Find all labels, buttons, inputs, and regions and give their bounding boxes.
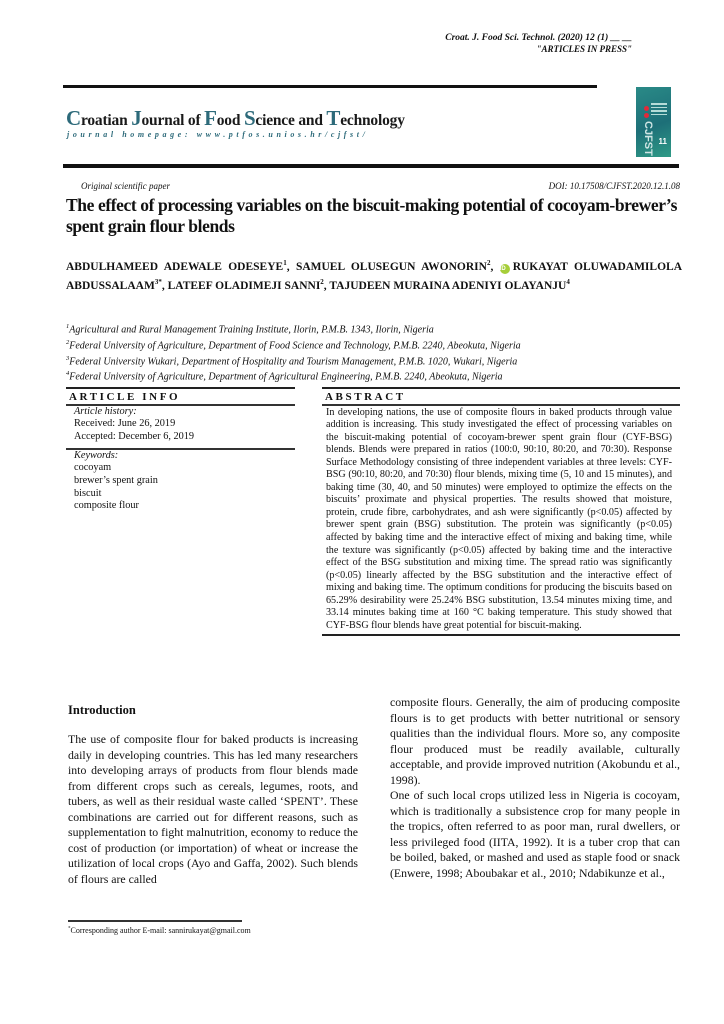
keyword: cocoyam [74,462,112,474]
cover-accent-dot [644,113,649,118]
header-rule [63,85,597,88]
affiliation-item: $^1$Agricultural and Rural Management Training Institute, Ilorin, P.M.B. 1343, Ilorin, Nigeria [66,323,434,336]
paper-title: The effect of processing variables on the biscuit-making potential of cocoyam-brewer’s spent grain flour blends [66,195,678,236]
abstract-heading: ABSTRACT [325,391,406,403]
articles-in-press-label: "ARTICLES IN PRESS" [536,44,632,54]
keywords-list [66,450,295,513]
journal-cover-image [636,87,671,157]
journal-homepage-link[interactable]: journal homepage: www.ptfos.unios.hr/cjfst/ [67,130,369,139]
keyword: biscuit [74,487,102,499]
affiliation-item: $^4$Federal University of Agriculture, Department of Agricultural Engineering, P.M.B. 2240, Abeokuta, Nigeria [66,370,503,383]
author-list: ABDULHAMEED ADEWALE ODESEYE$^1$, SAMUEL OLUSEGUN AWONORIN$^2$, iD RUKAYAT OLUWADAMILOLA $ABDUSSALAAM^{3*}$, LATEEF OLADIMEJI SANNI$^2$, TAJUDEEN MURAINA ADENIYI OLAYANJU$^4$ [66,259,682,293]
accepted-date: Accepted: December 6, 2019 [74,430,195,442]
affiliation-item: $^3$Federal University Wukari, Department of Hospitality and Tourism Management, P.M.B. 1020, Wukari, Nigeria [66,354,518,367]
abstract-box [322,387,680,636]
keyword: composite flour [74,500,139,512]
author-name: ABDULHAMEED ADEWALE ODESEYE [66,260,284,273]
cover-logo: CJFST [642,121,654,156]
article-info-heading: ARTICLE INFO [69,391,181,403]
body-column-left [68,732,358,887]
body-column-right [390,695,680,881]
article-history [66,406,295,444]
article-info-box [66,387,295,513]
footnote-rule [68,920,242,922]
author-name: RUKAYAT OLUWADAMILOLA ABDUSSALAAM [66,260,682,293]
citation-text: Croat. J. Food Sci. Technol. (2020) 12 (1) __ __ [445,33,632,43]
introduction-heading: Introduction [68,703,136,717]
journal-title: Croatian Journal of Food Science and Technology [66,106,405,130]
corresponding-author-footnote: *Corresponding author E-mail: sannirukayat@gmail.com [68,926,251,935]
orcid-icon[interactable]: iD [500,264,510,274]
paper-type: Original scientific paper [81,181,170,191]
keywords-label: Keywords: [74,449,119,461]
abstract-text: In developing nations, the use of composite flours in baked products through value addition is increasing. This study investigated the effect of processing variables on the biscuit-making potential of cocoyam-brewer spent grain flour (CYF-BSG) blends. Blends were prepared in ratios (100:0, 90:10, 80:20, and 70:30). Response Surface Methodology consisting of three independent variables at three levels: CYF-BSG (90:10, 80:20, and 70:30) flour blends, mixing time (5, 10 and 15 minutes), and baking time (30, 40, and 50 minutes) were employed to optimize the effects on the biscuits’ proximate and physical properties. The results showed that moisture, protein, crude fibre, carbohydrates, and ash were significantly (p<0.05) affected by brewer spent grain (BSG) substitution. The protein was significantly (p<0.05) affected by baking time and the interactive effect of mixing and baking time, while the texture was significantly (p<0.05) affected by baking time and the interactive effect of the BSG substitution and mixing time. The spread ratio was significantly (p<0.05) linearly affected by the BSG substitution and the interactive effect of mixing and baking time. The optimum conditions for producing the biscuits based on 65.29% desirability were 25.24% BSG substitution, 13.54 minutes mixing time, and 33.14 minutes baking time at 160 °C baking temperature. This study showed that CYF-BSG flour blends have great potential for biscuit-making. [326,406,672,631]
cover-issue-number: 11 [658,137,667,146]
paragraph: composite flours. Generally, the aim of producing composite flours is to get products with better nutritional or sensory qualities than the individual flours. More so, any composite flour produced must be readily available, culturally acceptable, and provide improved nutrition (Akobundu et al., 1998). [390,695,680,787]
author-name: SAMUEL OLUSEGUN AWONORIN [295,260,487,273]
author-name: LATEEF OLADIMEJI SANNI [167,280,321,293]
received-date: Received: June 26, 2019 [74,418,176,430]
paragraph: One of such local crops utilized less in Nigeria is cocoyam, which is traditionally a subsistence crop for many people in the tropics, often referred to as poor man, rural dwellers, or less privileged food (IITA, 1992). It is a tuber crop that can be boiled, baked, or mashed and used as staple food or snack (Enwere, 1998; Aboubakar et al., 2010; Ndabikunze et al., [390,788,680,880]
journal-citation [445,33,632,55]
history-label: Article history: [74,405,137,417]
paragraph: The use of composite flour for baked products is increasing daily in developing countries. This has led many researchers into developing arrays of products from flour blends made from different crops such as cereals, legumes, roots, and tubers, as well as their residual waste called ‘SPENT’. These combinations are carried out for different reasons, such as supplementation to fight malnutrition, economy to reduce the cost of production (or importation) of wheat or increase the utilization of local crops (Ayo and Gaffa, 2002). Such blends of flours are called [68,732,358,886]
header-thick-rule [63,164,679,168]
author-name: TAJUDEEN MURAINA ADENIYI OLAYANJU [329,280,567,293]
affiliation-item: $^2$Federal University of Agriculture, Department of Food Science and Technology, P.M.B. 2240, Abeokuta, Nigeria [66,338,521,352]
keyword: brewer’s spent grain [74,474,158,486]
doi-link[interactable]: DOI: 10.17508/CJFST.2020.12.1.08 [548,181,680,191]
affiliation-list [66,321,521,384]
cover-accent-dot [644,106,649,111]
